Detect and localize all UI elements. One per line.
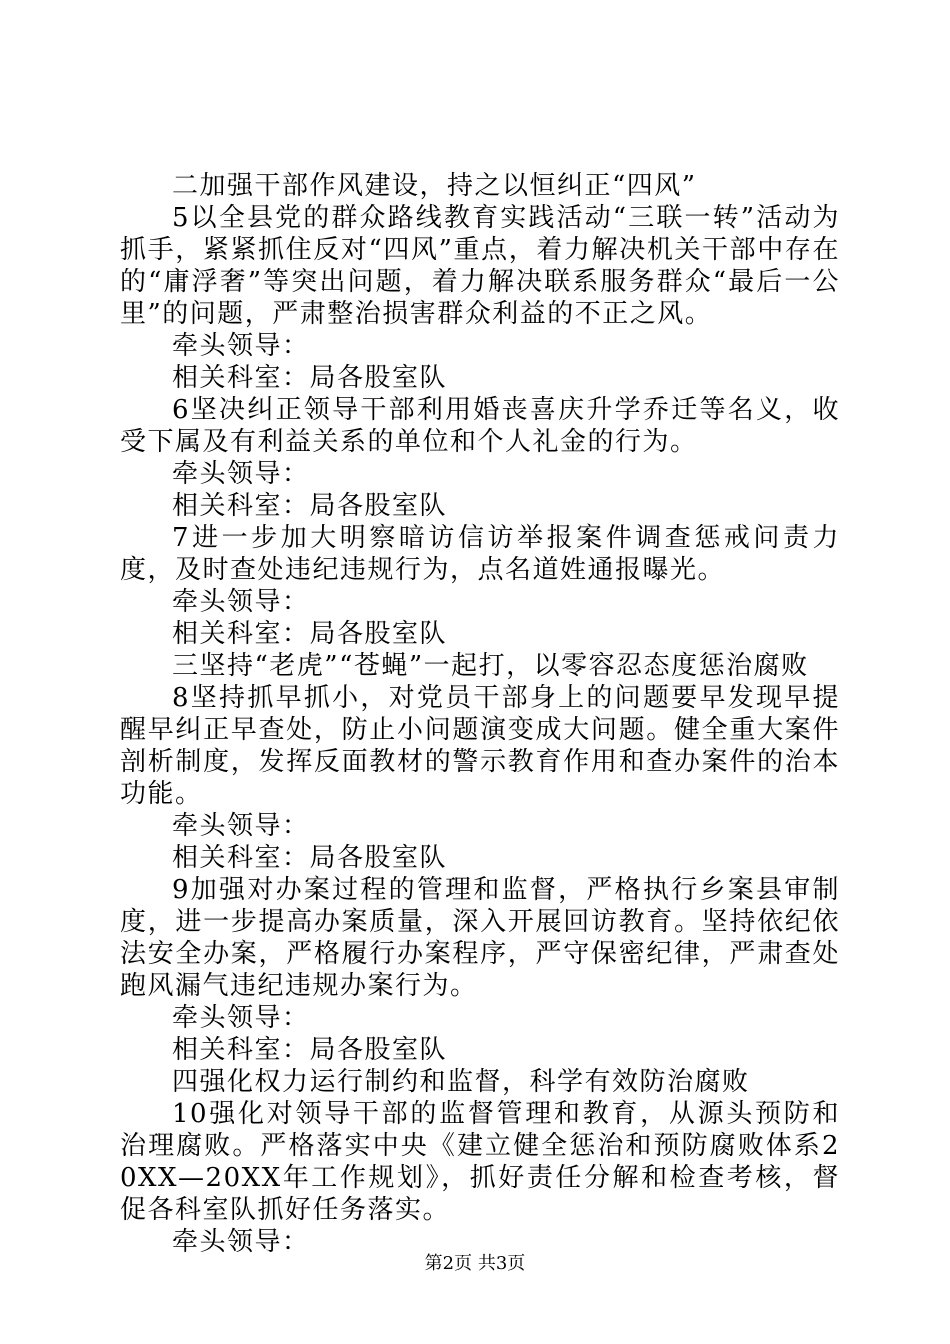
- document-body: [120, 170, 840, 1258]
- section-heading-3: 三坚持“老虎”“苍蝇”一起打，以零容忍态度惩治腐败: [172, 651, 809, 681]
- related-office-6: 相关科室：局各股室队: [172, 491, 448, 521]
- lead-leader-8: 牵头领导：: [172, 811, 310, 841]
- lead-leader-7: 牵头领导：: [172, 587, 310, 617]
- related-office-5: 相关科室：局各股室队: [172, 363, 448, 393]
- related-office-8: 相关科室：局各股室队: [172, 843, 448, 873]
- item-9: 9加强对办案过程的管理和监督，严格执行乡案县审制度，进一步提高办案质量，深入开展回访教育。坚持依纪依法安全办案，严格履行办案程序，严守保密纪律，严肃查处跑风漏气违纪违规办案行为。: [120, 875, 840, 1001]
- lead-leader-10: 牵头领导：: [172, 1227, 310, 1257]
- item-10: 10强化对领导干部的监督管理和教育，从源头预防和治理腐败。严格落实中央《建立健全惩治和预防腐败体系20XX—20XX年工作规划》，抓好责任分解和检查考核，督促各科室队抓好任务落实。: [120, 1099, 840, 1225]
- section-heading-2: 二加强干部作风建设，持之以恒纠正“四风”: [172, 171, 697, 201]
- related-office-7: 相关科室：局各股室队: [172, 619, 448, 649]
- section-heading-4: 四强化权力运行制约和监督，科学有效防治腐败: [172, 1067, 750, 1097]
- related-office-9: 相关科室：局各股室队: [172, 1035, 448, 1065]
- lead-leader-9: 牵头领导：: [172, 1003, 310, 1033]
- lead-leader-6: 牵头领导：: [172, 459, 310, 489]
- item-7: 7进一步加大明察暗访信访举报案件调查惩戒问责力度，及时查处违纪违规行为，点名道姓通报曝光。: [120, 523, 840, 585]
- item-8: 8坚持抓早抓小，对党员干部身上的问题要早发现早提醒早纠正早查处，防止小问题演变成大问题。健全重大案件剖析制度，发挥反面教材的警示教育作用和查办案件的治本功能。: [120, 683, 840, 809]
- item-5: 5以全县党的群众路线教育实践活动“三联一转”活动为抓手，紧紧抓住反对“四风”重点，着力解决机关干部中存在的“庸浮奢”等突出问题，着力解决联系服务群众“最后一公里”的问题，严肃整治损害群众利益的不正之风。: [120, 203, 840, 329]
- item-6: 6坚决纠正领导干部利用婚丧喜庆升学乔迁等名义，收受下属及有利益关系的单位和个人礼金的行为。: [120, 395, 840, 457]
- lead-leader-5: 牵头领导：: [172, 331, 310, 361]
- page-footer: 第2页 共3页: [424, 1253, 526, 1274]
